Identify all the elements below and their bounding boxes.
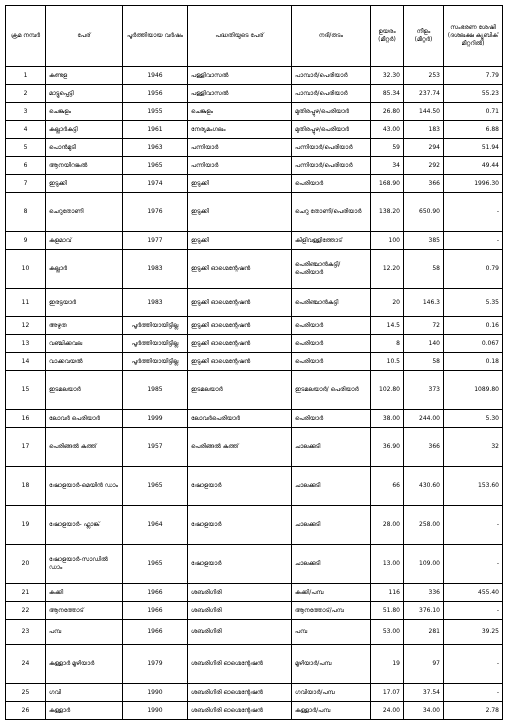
cell-length: 650.90 (404, 193, 444, 232)
cell-capacity: - (444, 232, 503, 250)
cell-length: 72 (404, 317, 444, 335)
cell-length: 244.00 (404, 410, 444, 428)
cell-river: ചാലക്കുടി (292, 545, 371, 584)
cell-year: 1965 (123, 545, 188, 584)
cell-capacity: 1089.80 (444, 371, 503, 410)
cell-length: 430.60 (404, 467, 444, 506)
cell-year: 1983 (123, 250, 188, 289)
cell-name: പെരിങ്ങൽ കുത്ത് (46, 428, 123, 467)
cell-length: 140 (404, 335, 444, 353)
cell-river: പാമ്പാർ/പെരിയാർ (292, 85, 371, 103)
cell-height: 20 (371, 289, 404, 317)
table-row (6, 232, 503, 250)
table-row (6, 139, 503, 157)
cell-year: പൂർത്തിയായിട്ടില്ല (123, 335, 188, 353)
cell-project: ശബരിഗിരി (188, 620, 292, 645)
table-row (6, 506, 503, 545)
cell-serial-no: 13 (6, 335, 46, 353)
cell-capacity: - (444, 602, 503, 620)
cell-river: പന്നിയാർ/പെരിയാർ (292, 139, 371, 157)
table-row (6, 428, 503, 467)
cell-name: കക്കി (46, 584, 123, 602)
table-row (6, 103, 503, 121)
cell-project: ശബരിഗിരി (188, 602, 292, 620)
cell-serial-no: 7 (6, 175, 46, 193)
cell-project: ഷോളയാർ (188, 545, 292, 584)
cell-height: 14.5 (371, 317, 404, 335)
cell-height: 8 (371, 335, 404, 353)
cell-capacity: 0.79 (444, 250, 503, 289)
cell-height: 19 (371, 645, 404, 684)
cell-capacity: 51.94 (444, 139, 503, 157)
header-row (6, 6, 503, 67)
cell-capacity: - (444, 506, 503, 545)
cell-length: 109.00 (404, 545, 444, 584)
cell-capacity: 0.067 (444, 335, 503, 353)
cell-year: 1965 (123, 157, 188, 175)
cell-river: ചാലക്കുടി (292, 467, 371, 506)
cell-year: 1976 (123, 193, 188, 232)
header-capacity: സംഭരണ ശേഷി (ദശലക്ഷ ക്യൂബിക് മീറ്ററിൽ) (444, 6, 503, 67)
cell-project: ഇടുക്കി (188, 193, 292, 232)
cell-name: പൊൻമുടി (46, 139, 123, 157)
cell-height: 168.90 (371, 175, 404, 193)
table-row (6, 620, 503, 645)
cell-height: 13.00 (371, 545, 404, 584)
table-row (6, 371, 503, 410)
cell-capacity: 39.25 (444, 620, 503, 645)
cell-project: ഇടുക്കി (188, 232, 292, 250)
table-row (6, 317, 503, 335)
cell-serial-no: 1 (6, 67, 46, 85)
table-row (6, 157, 503, 175)
cell-length: 373 (404, 371, 444, 410)
cell-year: 1965 (123, 467, 188, 506)
cell-year: 1977 (123, 232, 188, 250)
cell-year: 1999 (123, 410, 188, 428)
cell-name: ഷോളയാർ-മെയിൻ ഡാം (46, 467, 123, 506)
cell-height: 66 (371, 467, 404, 506)
cell-project: ഷോളയാർ (188, 506, 292, 545)
cell-length: 97 (404, 645, 444, 684)
cell-river: ആനത്തോട്/പമ്പ (292, 602, 371, 620)
cell-project: ഇടുക്കി ഓഗ്മെന്റേഷൻ (188, 317, 292, 335)
cell-length: 376.10 (404, 602, 444, 620)
cell-project: ഇടുക്കി ഓഗ്മെന്റേഷൻ (188, 250, 292, 289)
cell-serial-no: 20 (6, 545, 46, 584)
table-row (6, 175, 503, 193)
dams-table (5, 5, 503, 720)
cell-length: 146.3 (404, 289, 444, 317)
cell-serial-no: 4 (6, 121, 46, 139)
cell-year: പൂർത്തിയായിട്ടില്ല (123, 317, 188, 335)
cell-river: പെരിയാർ (292, 175, 371, 193)
table-row (6, 602, 503, 620)
cell-height: 85.34 (371, 85, 404, 103)
table-row (6, 702, 503, 720)
cell-name: പമ്പ (46, 620, 123, 645)
cell-height: 102.80 (371, 371, 404, 410)
cell-length: 34.00 (404, 702, 444, 720)
cell-length: 366 (404, 175, 444, 193)
cell-capacity: 5.35 (444, 289, 503, 317)
table-row (6, 584, 503, 602)
cell-year: പൂർത്തിയായിട്ടില്ല (123, 353, 188, 371)
cell-name: ഷോളയാർ- ഫ്ലാങ്ക് (46, 506, 123, 545)
cell-height: 53.00 (371, 620, 404, 645)
cell-capacity: 7.79 (444, 67, 503, 85)
table-row (6, 85, 503, 103)
cell-year: 1963 (123, 139, 188, 157)
cell-name: ഇടുക്കി (46, 175, 123, 193)
cell-river: ചാലക്കുടി (292, 506, 371, 545)
cell-name: മാട്ടുപ്പെട്ടി (46, 85, 123, 103)
cell-capacity: 49.44 (444, 157, 503, 175)
cell-name: ഇടമലയാർ (46, 371, 123, 410)
cell-river: പാമ്പാർ/പെരിയാർ (292, 67, 371, 85)
table-row (6, 645, 503, 684)
header-project: പദ്ധതിയുടെ പേര് (188, 6, 292, 67)
cell-capacity: 0.16 (444, 317, 503, 335)
table-row (6, 684, 503, 702)
cell-name: ചെറുതോണി (46, 193, 123, 232)
cell-height: 17.07 (371, 684, 404, 702)
cell-year: 1974 (123, 175, 188, 193)
cell-project: പള്ളിവാസൽ (188, 85, 292, 103)
cell-serial-no: 5 (6, 139, 46, 157)
cell-name: ഗവി (46, 684, 123, 702)
cell-capacity: 1996.30 (444, 175, 503, 193)
cell-year: 1955 (123, 103, 188, 121)
cell-river: ചെറു തോണി/പെരിയാർ (292, 193, 371, 232)
cell-name: കുള്ളാർ (46, 702, 123, 720)
table-row (6, 121, 503, 139)
cell-height: 28.00 (371, 506, 404, 545)
cell-river: പെരിയാർ (292, 335, 371, 353)
cell-capacity: 5.30 (444, 410, 503, 428)
cell-river: മുതിരപ്പുഴ/പെരിയാർ (292, 103, 371, 121)
cell-length: 281 (404, 620, 444, 645)
cell-capacity: - (444, 645, 503, 684)
cell-capacity: 32 (444, 428, 503, 467)
table-row (6, 289, 503, 317)
cell-river: പന്നിയാർ/പെരിയാർ (292, 157, 371, 175)
table-row (6, 467, 503, 506)
cell-project: പെരിങ്ങൽ കുത്ത് (188, 428, 292, 467)
cell-project: ഇടുക്കി (188, 175, 292, 193)
cell-project: ഇടുക്കി ഓഗ്മെന്റേഷൻ (188, 335, 292, 353)
cell-year: 1946 (123, 67, 188, 85)
cell-river: പെരിഞ്ചാൻകുട്ടി/ പെരിയാർ (292, 250, 371, 289)
cell-serial-no: 2 (6, 85, 46, 103)
cell-height: 36.90 (371, 428, 404, 467)
cell-length: 237.74 (404, 85, 444, 103)
cell-length: 144.50 (404, 103, 444, 121)
cell-length: 292 (404, 157, 444, 175)
cell-serial-no: 16 (6, 410, 46, 428)
cell-height: 59 (371, 139, 404, 157)
cell-project: ചെങ്കുളം (188, 103, 292, 121)
cell-project: പന്നിയാർ (188, 139, 292, 157)
cell-capacity: - (444, 545, 503, 584)
cell-name: ആനയിറങ്കൽ (46, 157, 123, 175)
cell-height: 12.20 (371, 250, 404, 289)
cell-serial-no: 10 (6, 250, 46, 289)
cell-river: കക്കി/പമ്പ (292, 584, 371, 602)
table-row (6, 193, 503, 232)
header-serial-no: ക്രമ നമ്പർ (6, 6, 46, 67)
cell-height: 100 (371, 232, 404, 250)
cell-river: പെരിഞ്ചാൻകുട്ടി (292, 289, 371, 317)
cell-serial-no: 6 (6, 157, 46, 175)
cell-year: 1985 (123, 371, 188, 410)
cell-year: 1964 (123, 506, 188, 545)
cell-name: കല്ലാർകുട്ടി (46, 121, 123, 139)
cell-project: ശബരിഗിരി ഓഗ്മെന്റേഷൻ (188, 684, 292, 702)
cell-project: ശബരിഗിരി ഓഗ്മെന്റേഷൻ (188, 702, 292, 720)
cell-river: പെരിയാർ (292, 410, 371, 428)
cell-name: ഇരട്ടയാർ (46, 289, 123, 317)
cell-length: 183 (404, 121, 444, 139)
cell-river: മൂഴിയാർ/പമ്പ (292, 645, 371, 684)
cell-length: 58 (404, 353, 444, 371)
cell-year: 1990 (123, 702, 188, 720)
cell-year: 1961 (123, 121, 188, 139)
header-name: പേര് (46, 6, 123, 67)
cell-height: 26.80 (371, 103, 404, 121)
header-river: നദി/തടം (292, 6, 371, 67)
cell-height: 32.30 (371, 67, 404, 85)
cell-length: 258.00 (404, 506, 444, 545)
cell-name: ഷോളയാർ-സാഡിൽ ഡാം (46, 545, 123, 584)
header-length: നീളം (മീറ്റർ) (404, 6, 444, 67)
cell-river: കിളിവള്ളിത്തോട് (292, 232, 371, 250)
cell-serial-no: 11 (6, 289, 46, 317)
cell-name: കുള്ളാർ മൂഴിയാർ (46, 645, 123, 684)
table-row (6, 67, 503, 85)
cell-river: ചാലക്കുടി (292, 428, 371, 467)
cell-name: കല്ലാർ (46, 250, 123, 289)
cell-height: 43.00 (371, 121, 404, 139)
cell-capacity: 6.88 (444, 121, 503, 139)
cell-serial-no: 3 (6, 103, 46, 121)
cell-river: മുതിരപ്പുഴ/പെരിയാർ (292, 121, 371, 139)
cell-name: ആനത്തോട് (46, 602, 123, 620)
cell-project: പന്നിയാർ (188, 157, 292, 175)
cell-serial-no: 21 (6, 584, 46, 602)
cell-name: കണ്ടള (46, 67, 123, 85)
cell-serial-no: 19 (6, 506, 46, 545)
cell-serial-no: 22 (6, 602, 46, 620)
cell-capacity: - (444, 193, 503, 232)
cell-capacity: 55.23 (444, 85, 503, 103)
cell-serial-no: 15 (6, 371, 46, 410)
cell-year: 1990 (123, 684, 188, 702)
cell-year: 1957 (123, 428, 188, 467)
cell-river: ഇടമലയാർ/ പെരിയാർ (292, 371, 371, 410)
cell-river: പെരിയാർ (292, 317, 371, 335)
cell-year: 1956 (123, 85, 188, 103)
table-row (6, 250, 503, 289)
cell-length: 253 (404, 67, 444, 85)
cell-serial-no: 26 (6, 702, 46, 720)
cell-name: ലോവർ പെരിയാർ (46, 410, 123, 428)
cell-project: നേര്യമംഗലം (188, 121, 292, 139)
cell-height: 10.5 (371, 353, 404, 371)
cell-year: 1966 (123, 584, 188, 602)
cell-project: ഇടുക്കി ഓഗ്മെന്റേഷൻ (188, 353, 292, 371)
header-year: പൂർത്തിയായ വർഷം (123, 6, 188, 67)
cell-serial-no: 25 (6, 684, 46, 702)
cell-name: വഞ്ചിക്കവല (46, 335, 123, 353)
cell-length: 294 (404, 139, 444, 157)
cell-year: 1966 (123, 602, 188, 620)
cell-year: 1966 (123, 620, 188, 645)
cell-length: 385 (404, 232, 444, 250)
cell-year: 1979 (123, 645, 188, 684)
cell-capacity: - (444, 684, 503, 702)
table-row (6, 410, 503, 428)
cell-serial-no: 24 (6, 645, 46, 684)
cell-river: കുള്ളാർ/പമ്പ (292, 702, 371, 720)
cell-capacity: 0.71 (444, 103, 503, 121)
cell-length: 37.54 (404, 684, 444, 702)
cell-length: 336 (404, 584, 444, 602)
cell-year: 1983 (123, 289, 188, 317)
cell-serial-no: 17 (6, 428, 46, 467)
cell-capacity: 0.18 (444, 353, 503, 371)
cell-height: 38.00 (371, 410, 404, 428)
cell-name: അഴുത (46, 317, 123, 335)
cell-project: ലോവർപെരിയാർ (188, 410, 292, 428)
header-height: ഉയരം (മീറ്റർ) (371, 6, 404, 67)
cell-serial-no: 23 (6, 620, 46, 645)
cell-serial-no: 9 (6, 232, 46, 250)
cell-project: പള്ളിവാസൽ (188, 67, 292, 85)
cell-height: 51.80 (371, 602, 404, 620)
cell-serial-no: 14 (6, 353, 46, 371)
cell-serial-no: 18 (6, 467, 46, 506)
cell-river: പമ്പ (292, 620, 371, 645)
cell-length: 366 (404, 428, 444, 467)
cell-project: ശബരിഗിരി ഓഗ്മെന്റേഷൻ (188, 645, 292, 684)
cell-length: 58 (404, 250, 444, 289)
cell-project: ഇടുക്കി ഓഗ്മെന്റേഷൻ (188, 289, 292, 317)
cell-river: പെരിയാർ (292, 353, 371, 371)
cell-height: 34 (371, 157, 404, 175)
cell-height: 116 (371, 584, 404, 602)
cell-project: ഷോളയാർ (188, 467, 292, 506)
cell-capacity: 2.78 (444, 702, 503, 720)
cell-capacity: 153.60 (444, 467, 503, 506)
table-row (6, 545, 503, 584)
cell-serial-no: 8 (6, 193, 46, 232)
cell-serial-no: 12 (6, 317, 46, 335)
cell-project: ശബരിഗിരി (188, 584, 292, 602)
cell-name: കുളമാവ് (46, 232, 123, 250)
cell-height: 24.00 (371, 702, 404, 720)
cell-capacity: 455.40 (444, 584, 503, 602)
cell-river: ഗവിയാർ/പമ്പ (292, 684, 371, 702)
cell-height: 138.20 (371, 193, 404, 232)
cell-name: വാക്കവയൽ (46, 353, 123, 371)
table-row (6, 353, 503, 371)
cell-project: ഇടമലയാർ (188, 371, 292, 410)
table-row (6, 335, 503, 353)
cell-name: ചെങ്കുളം (46, 103, 123, 121)
